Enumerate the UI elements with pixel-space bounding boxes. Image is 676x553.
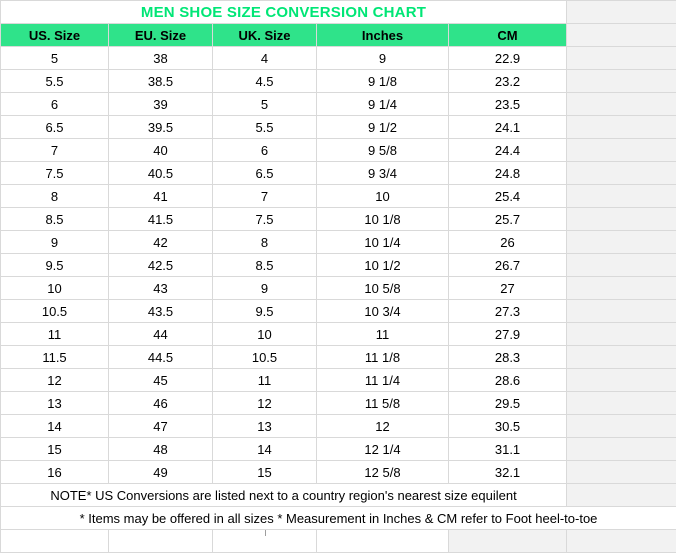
- cell-inches[interactable]: 9: [317, 47, 449, 70]
- column-header-eu-size[interactable]: EU. Size: [109, 24, 213, 47]
- cell-uk-size[interactable]: 12: [213, 392, 317, 415]
- table-row: [1, 277, 676, 300]
- title-row: [1, 1, 676, 24]
- cell-eu-size[interactable]: 41.5: [109, 208, 213, 231]
- cell-cm[interactable]: 26.7: [449, 254, 567, 277]
- cell-uk-size[interactable]: 15: [213, 461, 317, 484]
- cell-eu-size[interactable]: 40.5: [109, 162, 213, 185]
- empty-cell[interactable]: [567, 300, 676, 323]
- empty-cell[interactable]: [567, 530, 676, 553]
- empty-cell[interactable]: [567, 116, 676, 139]
- cell-us-size[interactable]: 9: [1, 231, 109, 254]
- cell-inches[interactable]: 9 5/8: [317, 139, 449, 162]
- cell-cm[interactable]: 23.2: [449, 70, 567, 93]
- table-row: [1, 392, 676, 415]
- cell-uk-size[interactable]: 10: [213, 323, 317, 346]
- cell-eu-size[interactable]: 40: [109, 139, 213, 162]
- cell-inches[interactable]: 10 1/4: [317, 231, 449, 254]
- empty-cell[interactable]: [567, 47, 676, 70]
- cell-cm[interactable]: 24.8: [449, 162, 567, 185]
- cell-cm[interactable]: 27: [449, 277, 567, 300]
- cell-us-size[interactable]: 9.5: [1, 254, 109, 277]
- cell-cm[interactable]: 29.5: [449, 392, 567, 415]
- column-header-cm[interactable]: CM: [449, 24, 567, 47]
- table-row: [1, 231, 676, 254]
- cell-uk-size[interactable]: 6.5: [213, 162, 317, 185]
- table-row: [1, 346, 676, 369]
- cell-cm[interactable]: 30.5: [449, 415, 567, 438]
- cell-cm[interactable]: 27.9: [449, 323, 567, 346]
- table-row: [1, 116, 676, 139]
- cell-inches[interactable]: 11: [317, 323, 449, 346]
- cell-inches[interactable]: 10 1/2: [317, 254, 449, 277]
- cell-uk-size[interactable]: 5: [213, 93, 317, 116]
- empty-cell[interactable]: [567, 139, 676, 162]
- cell-uk-size[interactable]: 5.5: [213, 116, 317, 139]
- column-header-uk-size[interactable]: UK. Size: [213, 24, 317, 47]
- cell-eu-size[interactable]: 43.5: [109, 300, 213, 323]
- cell-cm[interactable]: 23.5: [449, 93, 567, 116]
- cell-eu-size[interactable]: 38: [109, 47, 213, 70]
- cell-cm[interactable]: 27.3: [449, 300, 567, 323]
- cell-us-size[interactable]: 11: [1, 323, 109, 346]
- empty-row: [1, 530, 676, 553]
- cell-cm[interactable]: 24.4: [449, 139, 567, 162]
- empty-cell[interactable]: [567, 208, 676, 231]
- cell-inches[interactable]: 9 1/8: [317, 70, 449, 93]
- note-conversions: NOTE* US Conversions are listed next to a country region's nearest size equilent: [1, 484, 567, 507]
- empty-cell[interactable]: [567, 277, 676, 300]
- table-row: [1, 415, 676, 438]
- empty-cell[interactable]: [567, 415, 676, 438]
- table-row: [1, 93, 676, 116]
- cell-cm[interactable]: 24.1: [449, 116, 567, 139]
- cell-uk-size[interactable]: 6: [213, 139, 317, 162]
- empty-cell[interactable]: [567, 70, 676, 93]
- cell-uk-size[interactable]: 13: [213, 415, 317, 438]
- cell-eu-size[interactable]: 49: [109, 461, 213, 484]
- cell-inches[interactable]: 10: [317, 185, 449, 208]
- cell-eu-size[interactable]: 38.5: [109, 70, 213, 93]
- empty-cell[interactable]: [1, 530, 109, 553]
- cell-eu-size[interactable]: 46: [109, 392, 213, 415]
- cell-cm[interactable]: 28.6: [449, 369, 567, 392]
- cell-uk-size[interactable]: 9.5: [213, 300, 317, 323]
- table-row: [1, 323, 676, 346]
- empty-cell[interactable]: [567, 323, 676, 346]
- empty-cell[interactable]: [317, 530, 449, 553]
- cell-eu-size[interactable]: 44.5: [109, 346, 213, 369]
- cell-inches[interactable]: 12: [317, 415, 449, 438]
- cell-us-size[interactable]: 10.5: [1, 300, 109, 323]
- note-row-1: [1, 484, 676, 507]
- table-row: [1, 70, 676, 93]
- cell-eu-size[interactable]: 39.5: [109, 116, 213, 139]
- cell-us-size[interactable]: 5.5: [1, 70, 109, 93]
- empty-cell[interactable]: [567, 162, 676, 185]
- page-title: MEN SHOE SIZE CONVERSION CHART: [1, 1, 567, 24]
- cell-uk-size[interactable]: 7.5: [213, 208, 317, 231]
- cell-inches[interactable]: 10 3/4: [317, 300, 449, 323]
- cell-inches[interactable]: 11 1/8: [317, 346, 449, 369]
- cell-eu-size[interactable]: 43: [109, 277, 213, 300]
- cell-uk-size[interactable]: 8.5: [213, 254, 317, 277]
- cell-us-size[interactable]: 8: [1, 185, 109, 208]
- cell-eu-size[interactable]: 45: [109, 369, 213, 392]
- cell-inches[interactable]: 12 5/8: [317, 461, 449, 484]
- cell-cm[interactable]: 32.1: [449, 461, 567, 484]
- cell-inches[interactable]: 9 3/4: [317, 162, 449, 185]
- table-row: [1, 369, 676, 392]
- table-row: [1, 47, 676, 70]
- cell-uk-size[interactable]: 8: [213, 231, 317, 254]
- cell-eu-size[interactable]: 42: [109, 231, 213, 254]
- table-row: [1, 461, 676, 484]
- empty-cell[interactable]: [449, 530, 567, 553]
- cell-inches[interactable]: 9 1/4: [317, 93, 449, 116]
- cell-cm[interactable]: 26: [449, 231, 567, 254]
- table-row: [1, 185, 676, 208]
- cell-inches[interactable]: 10 5/8: [317, 277, 449, 300]
- cell-cm[interactable]: 25.7: [449, 208, 567, 231]
- cell-uk-size[interactable]: 11: [213, 369, 317, 392]
- cell-inches[interactable]: 11 1/4: [317, 369, 449, 392]
- column-header-inches[interactable]: Inches: [317, 24, 449, 47]
- cell-us-size[interactable]: 8.5: [1, 208, 109, 231]
- note-measurement: * Items may be offered in all sizes * Measurement in Inches & CM refer to Foot heel-to-toe: [1, 507, 676, 530]
- empty-cell[interactable]: [567, 346, 676, 369]
- cell-eu-size[interactable]: 48: [109, 438, 213, 461]
- empty-cell[interactable]: [567, 231, 676, 254]
- cell-us-size[interactable]: 12: [1, 369, 109, 392]
- table-row: [1, 139, 676, 162]
- empty-cell[interactable]: [109, 530, 213, 553]
- cell-inches[interactable]: 11 5/8: [317, 392, 449, 415]
- empty-cell[interactable]: [567, 24, 676, 47]
- empty-cell[interactable]: [567, 93, 676, 116]
- cell-us-size[interactable]: 14: [1, 415, 109, 438]
- cell-cm[interactable]: 22.9: [449, 47, 567, 70]
- cell-cm[interactable]: 31.1: [449, 438, 567, 461]
- cell-us-size[interactable]: 6: [1, 93, 109, 116]
- cell-us-size[interactable]: 5: [1, 47, 109, 70]
- column-header-us-size[interactable]: US. Size: [1, 24, 109, 47]
- cell-us-size[interactable]: 13: [1, 392, 109, 415]
- cell-uk-size[interactable]: 9: [213, 277, 317, 300]
- cell-us-size[interactable]: 15: [1, 438, 109, 461]
- empty-cell[interactable]: [567, 461, 676, 484]
- empty-cell[interactable]: [567, 438, 676, 461]
- cell-eu-size[interactable]: 44: [109, 323, 213, 346]
- table-row: [1, 254, 676, 277]
- cell-us-size[interactable]: 11.5: [1, 346, 109, 369]
- cell-us-size[interactable]: 7.5: [1, 162, 109, 185]
- cell-uk-size[interactable]: 4: [213, 47, 317, 70]
- cell-cm[interactable]: 28.3: [449, 346, 567, 369]
- table-row: [1, 438, 676, 461]
- empty-cell[interactable]: [567, 1, 676, 24]
- table-row: [1, 208, 676, 231]
- cell-eu-size[interactable]: 47: [109, 415, 213, 438]
- cell-uk-size[interactable]: 14: [213, 438, 317, 461]
- cell-eu-size[interactable]: 39: [109, 93, 213, 116]
- note-row-2: [1, 507, 676, 530]
- cell-inches[interactable]: 9 1/2: [317, 116, 449, 139]
- cell-inches[interactable]: 12 1/4: [317, 438, 449, 461]
- cell-us-size[interactable]: 16: [1, 461, 109, 484]
- header-row: [1, 24, 676, 47]
- cell-cm[interactable]: 25.4: [449, 185, 567, 208]
- empty-cell[interactable]: [213, 530, 317, 553]
- cell-eu-size[interactable]: 42.5: [109, 254, 213, 277]
- cell-us-size[interactable]: 7: [1, 139, 109, 162]
- cell-eu-size[interactable]: 41: [109, 185, 213, 208]
- empty-cell[interactable]: [567, 484, 676, 507]
- cell-us-size[interactable]: 10: [1, 277, 109, 300]
- cell-uk-size[interactable]: 7: [213, 185, 317, 208]
- cell-inches[interactable]: 10 1/8: [317, 208, 449, 231]
- table-body: [1, 1, 676, 553]
- cell-uk-size[interactable]: 4.5: [213, 70, 317, 93]
- table-row: [1, 300, 676, 323]
- empty-cell[interactable]: [567, 254, 676, 277]
- cell-uk-size[interactable]: 10.5: [213, 346, 317, 369]
- empty-cell[interactable]: [567, 392, 676, 415]
- cell-us-size[interactable]: 6.5: [1, 116, 109, 139]
- empty-cell[interactable]: [567, 185, 676, 208]
- empty-cell[interactable]: [567, 369, 676, 392]
- table-row: [1, 162, 676, 185]
